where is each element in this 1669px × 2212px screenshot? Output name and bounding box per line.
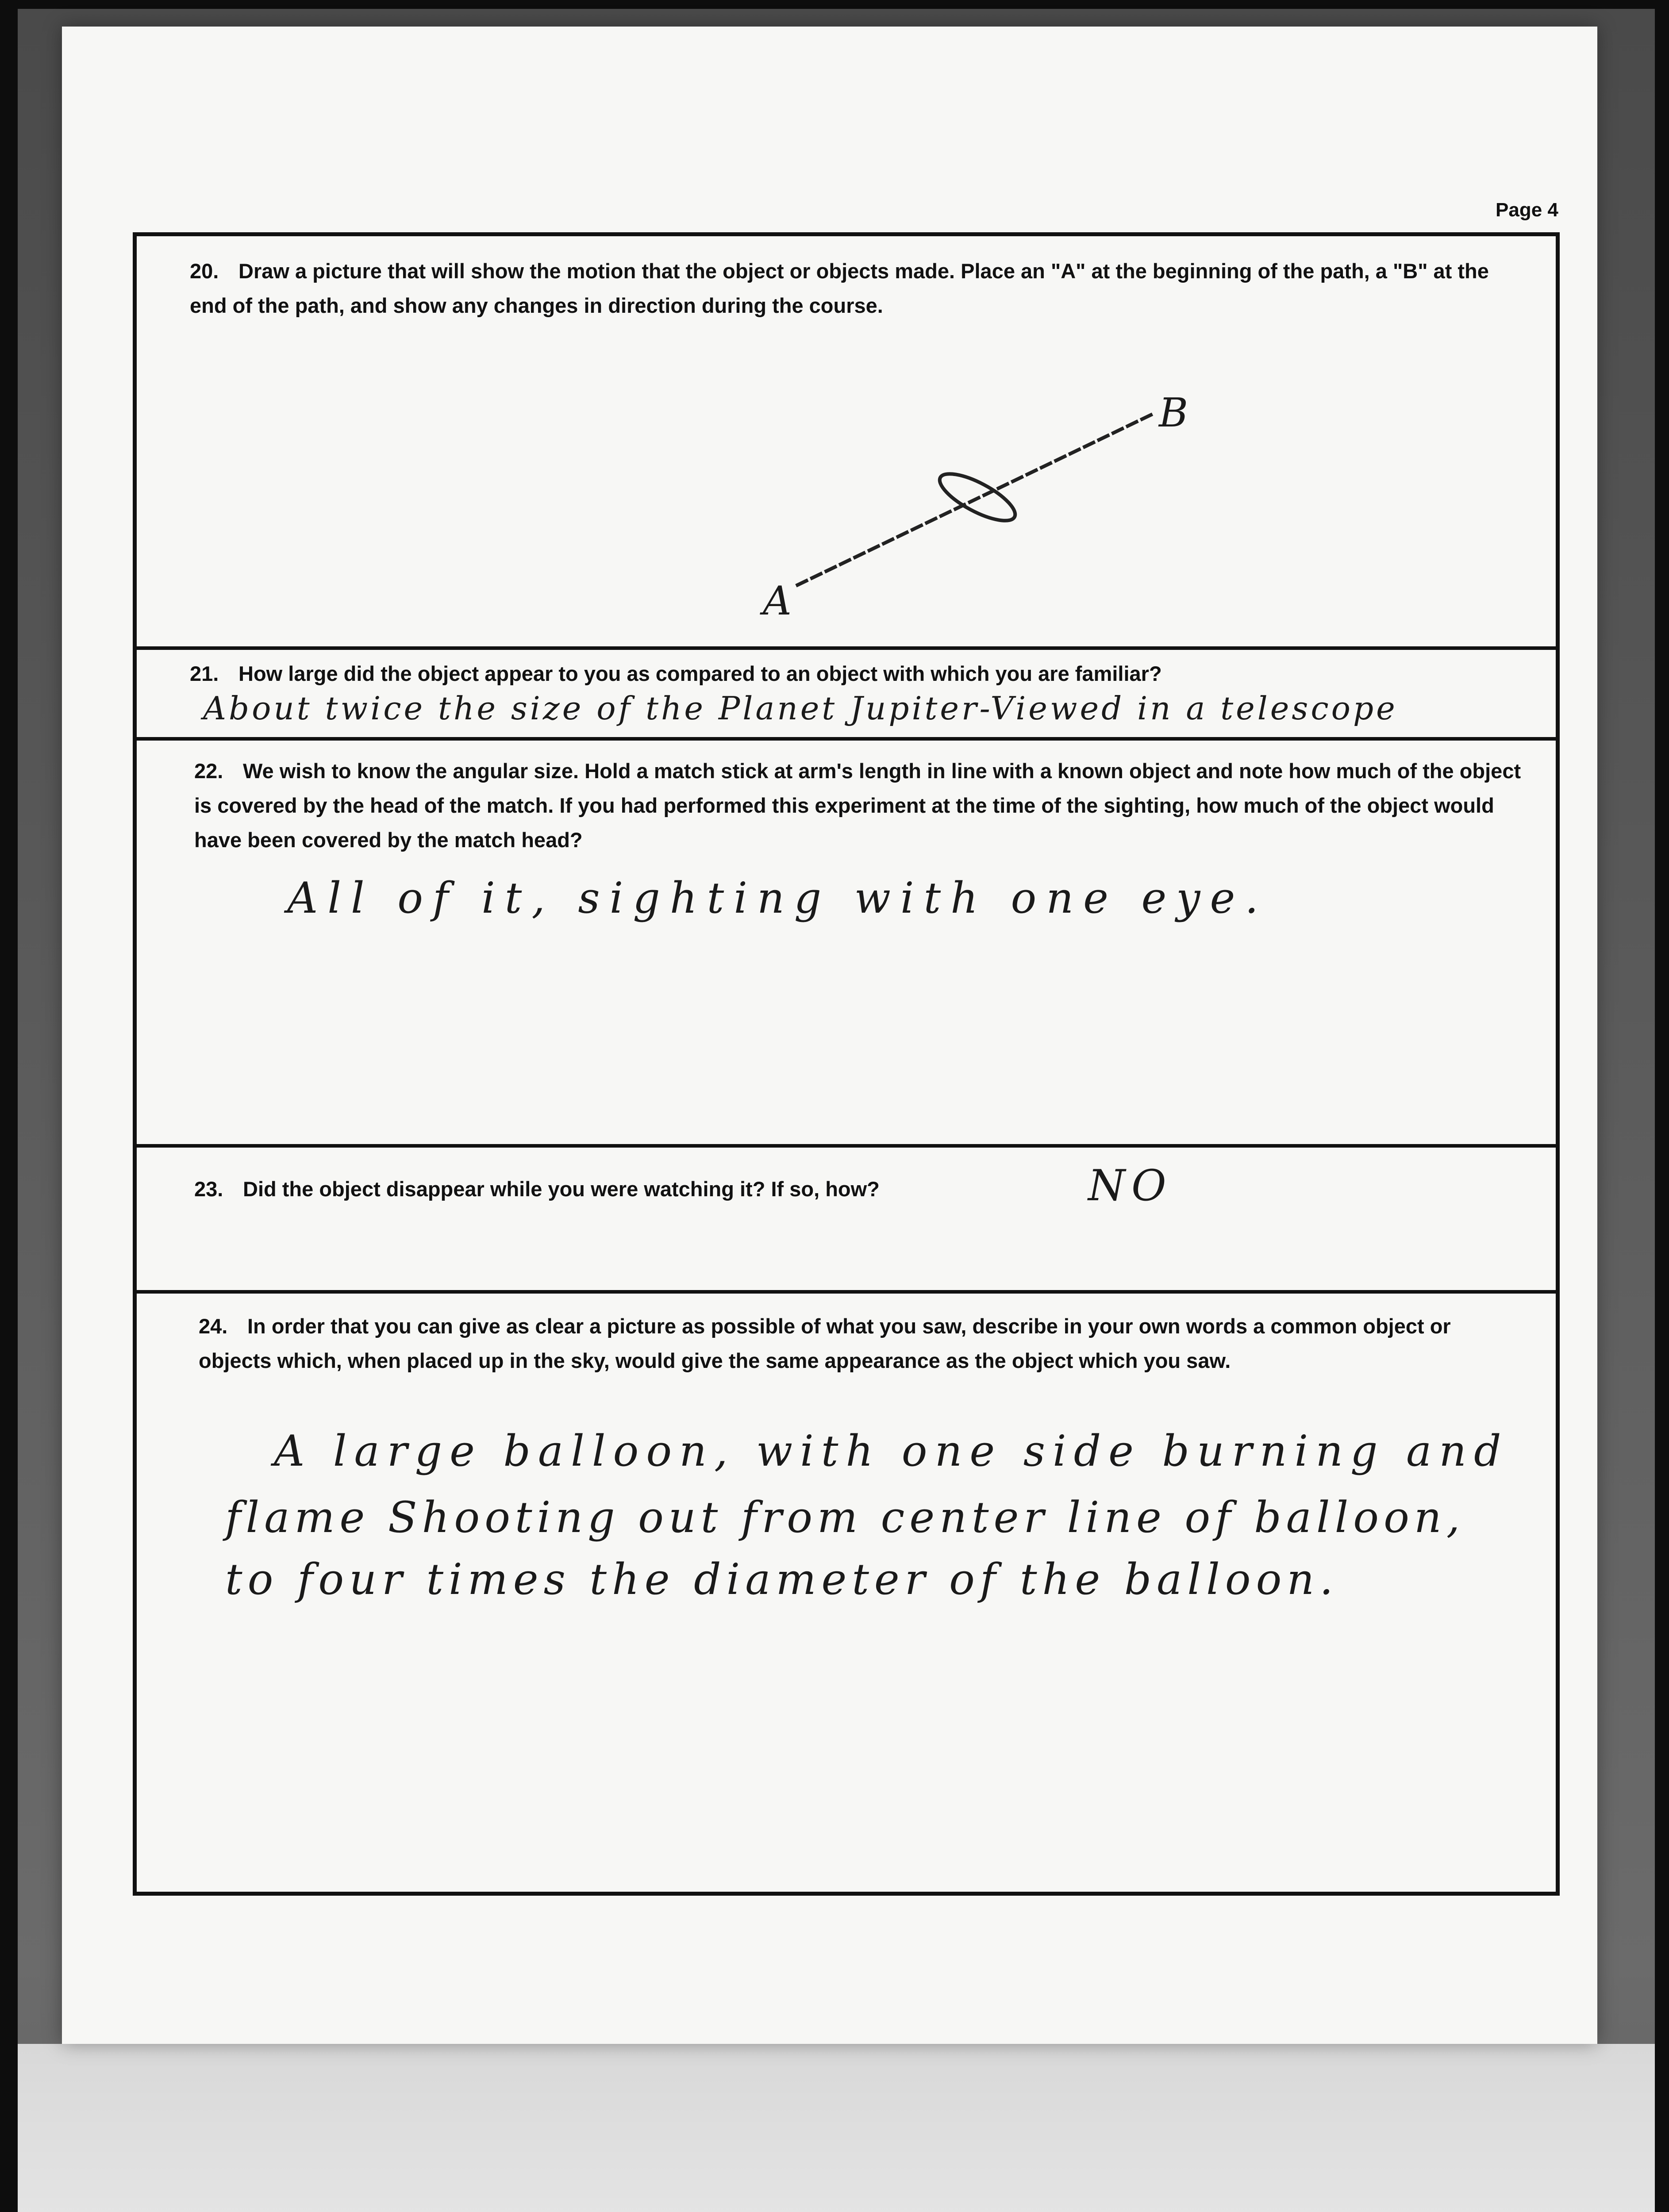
question-21-section xyxy=(137,650,1556,741)
question-24 xyxy=(199,1309,1526,1378)
page-number: Page 4 xyxy=(1496,199,1558,221)
question-21 xyxy=(190,657,1517,691)
question-24-number: 24. xyxy=(199,1314,228,1338)
answer-24-line-2: flame Shooting out from center line of balloon, xyxy=(225,1493,1465,1542)
answer-24-line-1: A large balloon, with one side burning and xyxy=(274,1426,1509,1476)
question-20-number: 20. xyxy=(190,259,219,283)
answer-24-line-3: to four times the diameter of the balloon. xyxy=(225,1555,1338,1604)
question-23-section xyxy=(137,1148,1556,1294)
question-22-section xyxy=(137,741,1556,1148)
question-20-text: Draw a picture that will show the motion that the object or objects made. Place an "A" at the beginning of the path, a "B" at the end of the path, and show any changes in direction during the course. xyxy=(190,259,1489,317)
question-21-text: How large did the object appear to you as compared to an object with which you are familiar? xyxy=(238,662,1162,685)
question-23 xyxy=(194,1172,1522,1206)
motion-path-drawing xyxy=(137,236,1553,643)
question-21-number: 21. xyxy=(190,662,219,685)
question-22-number: 22. xyxy=(194,759,223,783)
path-start-label: A xyxy=(763,578,792,624)
path-end-label: B xyxy=(1159,390,1188,436)
question-22-text: We wish to know the angular size. Hold a match stick at arm's length in line with a known object and note how much of the object is covered by the head of the match. If you had performed this experiment at the time of the sighting, how much of the object would have been covered by the match head? xyxy=(194,759,1521,852)
scan-lower-area xyxy=(18,2044,1655,2212)
question-23-text: Did the object disappear while you were watching it? If so, how? xyxy=(243,1177,880,1201)
answer-23: NO xyxy=(1088,1161,1173,1210)
question-24-section xyxy=(137,1294,1556,1900)
question-22 xyxy=(194,754,1522,857)
question-20-section xyxy=(137,236,1556,650)
motion-path-line xyxy=(796,413,1154,586)
question-24-text: In order that you can give as clear a picture as possible of what you saw, describe in your own words a common object or objects which, when placed up in the sky, would give the same appearance as the object which you saw. xyxy=(199,1314,1451,1372)
question-23-number: 23. xyxy=(194,1177,223,1201)
answer-22: All of it, sighting with one eye. xyxy=(287,873,1268,923)
questionnaire-form xyxy=(133,232,1560,1896)
answer-21: About twice the size of the Planet Jupiter-Viewed in a telescope xyxy=(203,690,1398,727)
